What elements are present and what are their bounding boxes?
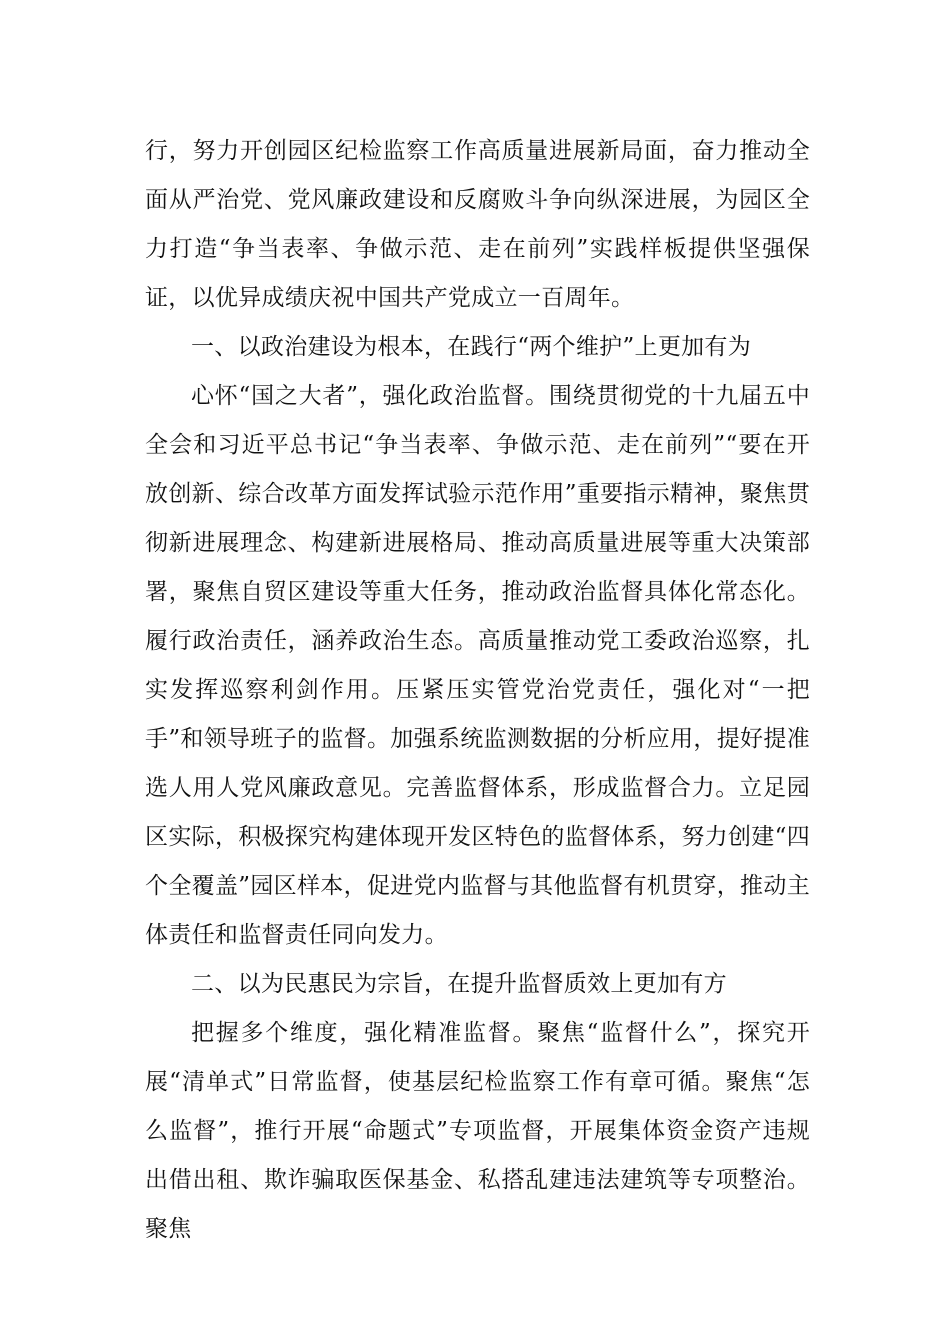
section-heading-two: 二、以为民惠民为宗旨，在提升监督质效上更加有方 [191,971,727,997]
section-heading-one: 一、以政治建设为根本，在践行“两个维护”上更加有为 [191,334,752,360]
document-body [145,127,810,1254]
paragraph-precise-supervision: 把握多个维度，强化精准监督。聚焦“监督什么”，探究开展“清单式”日常监督，使基层纪检监察工作有章可循。聚焦“怎么监督”，推行开展“命题式”专项监督，开展集体资金资产违规出借出租、欺诈骗取医保基金、私搭乱建违法建筑等专项整治。聚焦 [145,1020,810,1242]
paragraph-political-supervision: 心怀“国之大者”，强化政治监督。围绕贯彻党的十九届五中全会和习近平总书记“争当表率、争做示范、走在前列”“要在开放创新、综合改革方面发挥试验示范作用”重要指示精神，聚焦贯彻新进展理念、构建新进展格局、推动高质量进展等重大决策部署，聚焦自贸区建设等重大任务，推动政治监督具体化常态化。履行政治责任，涵养政治生态。高质量推动党工委政治巡察，扎实发挥巡察利剑作用。压紧压实管党治党责任，强化对“一把手”和领导班子的监督。加强系统监测数据的分析应用，提好提准选人用人党风廉政意见。完善监督体系，形成监督合力。立足园区实际，积极探究构建体现开发区特色的监督体系，努力创建“四个全覆盖”园区样本，促进党内监督与其他监督有机贯穿，推动主体责任和监督责任同向发力。 [145,383,810,948]
paragraph-continuation: 行，努力开创园区纪检监察工作高质量进展新局面，奋力推动全面从严治党、党风廉政建设和反腐败斗争向纵深进展，为园区全力打造“争当表率、争做示范、走在前列”实践样板提供坚强保证，以优异成绩庆祝中国共产党成立一百周年。 [145,138,810,311]
